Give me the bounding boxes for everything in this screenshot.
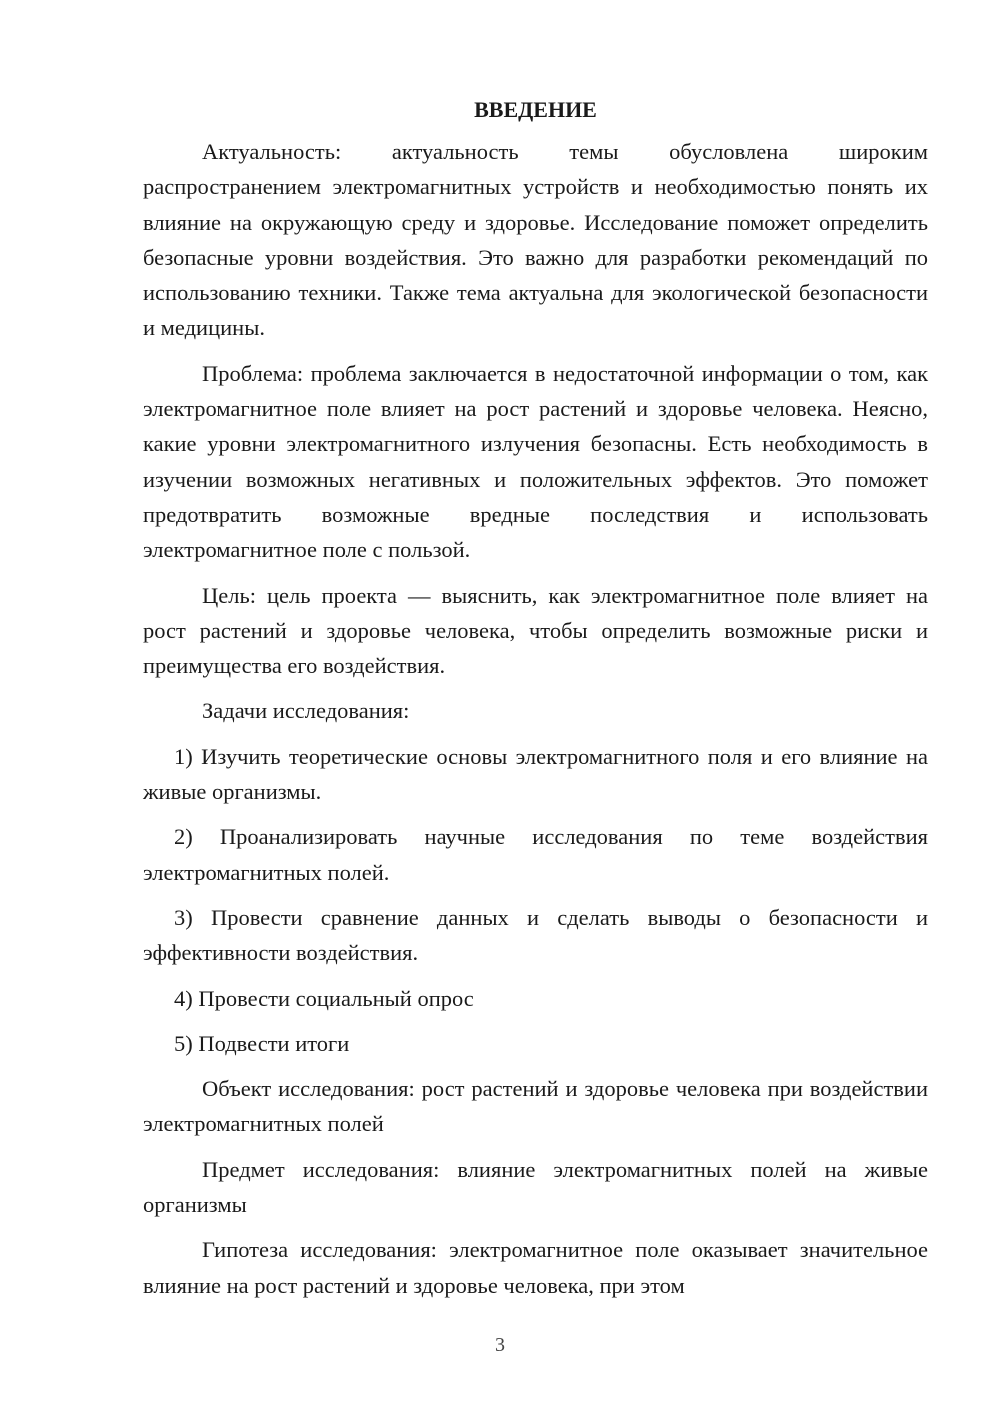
task-item: 4) Провести социальный опрос	[174, 985, 474, 1011]
object-paragraph: Объект исследования: рост растений и здоровье человека при воздействии электромагнитных полей	[143, 1076, 928, 1137]
page-number: 3	[495, 1334, 505, 1356]
task-item: 3) Провести сравнение данных и сделать выводы о безопасности и эффективности воздействия.	[143, 904, 928, 966]
goal-paragraph: Цель: цель проекта — выяснить, как электромагнитное поле влияет на рост растений и здоровье человека, чтобы определить возможные риски и преимущества его воздействия.	[143, 582, 928, 679]
subject-paragraph: Предмет исследования: влияние электромагнитных полей на живые организмы	[143, 1156, 928, 1218]
problem-paragraph: Проблема: проблема заключается в недостаточной информации о том, как электромагнитное поле влияет на рост растений и здоровье человека. Неясно, какие уровни электромагнитного излучения безопасны. Есть необходимость в изучении возможных негативных и положительных эффектов. Это поможет предотвратить возможные вредные последствия и использовать электромагнитное поле с пользой.	[143, 360, 928, 563]
task-item: 2) Проанализировать научные исследования по теме воздействия электромагнитных полей.	[143, 824, 928, 885]
relevance-paragraph: Актуальность: актуальность темы обусловлена широким распространением электромагнитных устройств и необходимостью понять их влияние на окружающую среду и здоровье. Исследование поможет определить безопасные уровни воздействия. Это важно для разработки рекомендаций по использованию техники. Также тема актуальна для экологической безопасности и медицины.	[143, 139, 928, 341]
task-item: 1) Изучить теоретические основы электромагнитного поля и его влияние на живые организмы.	[143, 743, 928, 805]
section-heading: ВВЕДЕНИЕ	[474, 97, 597, 122]
task-item: 5) Подвести итоги	[174, 1030, 350, 1056]
tasks-title: Задачи исследования:	[202, 698, 410, 724]
document-page	[143, 92, 928, 1313]
hypothesis-paragraph: Гипотеза исследования: электромагнитное поле оказывает значительное влияние на рост растений и здоровье человека, при этом	[143, 1237, 928, 1298]
